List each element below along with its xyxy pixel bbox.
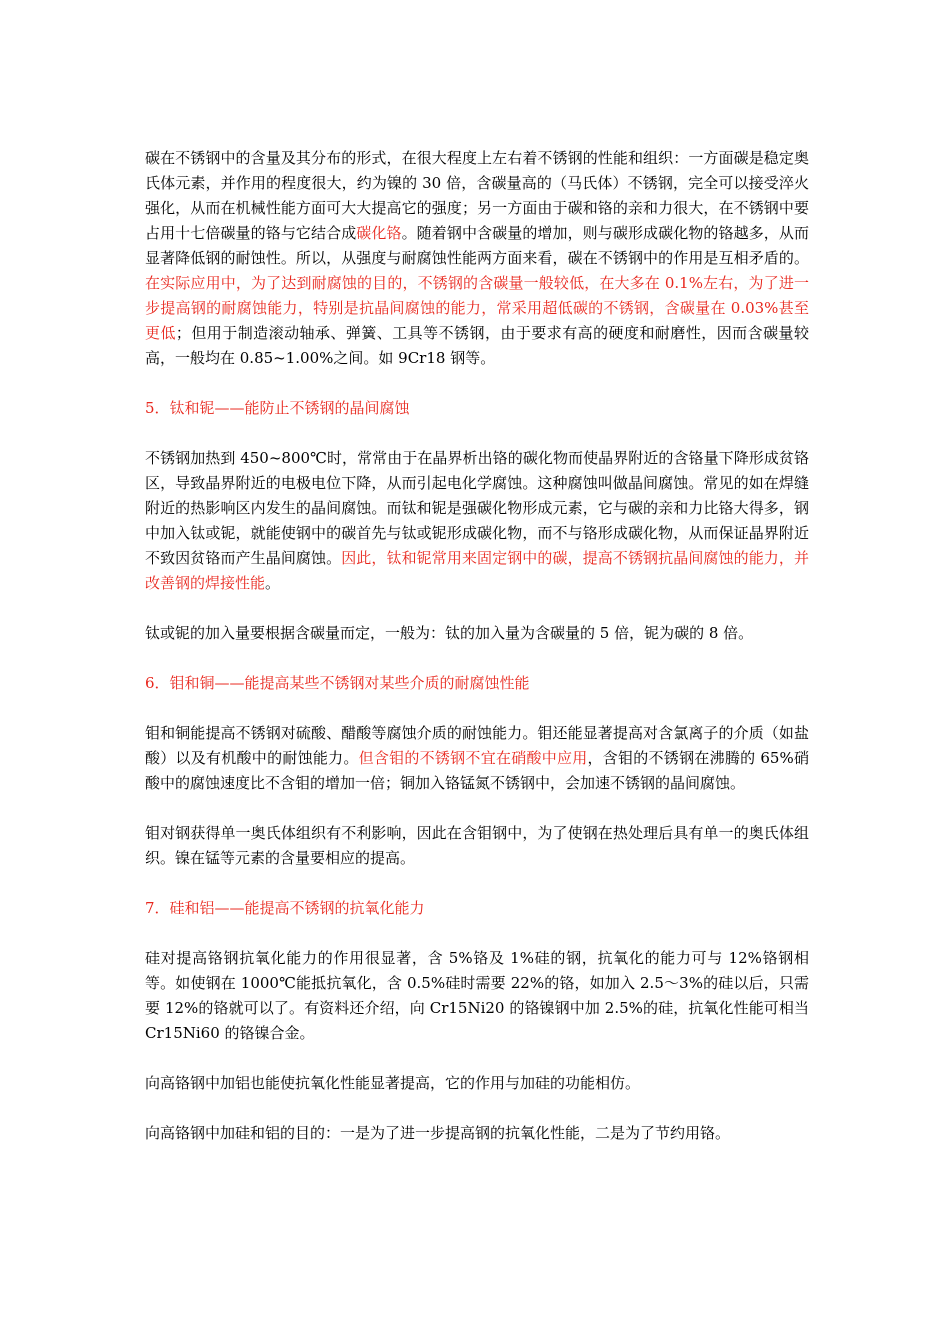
paragraph-text: ；但用于制造滚动轴承、弹簧、工具等不锈钢，由于要求有高的硬度和耐磨性，因而含碳量较高，一般均在 0.85~1.00%之间。如 9Cr18 钢等。 xyxy=(145,324,809,367)
paragraph-molybdenum-austenite: 钼对钢获得单一奥氏体组织有不利影响，因此在含钼钢中，为了使钢在热处理后具有单一的奥氏体组织。镍在锰等元素的含量要相应的提高。 xyxy=(145,824,809,867)
paragraph-titanium-niobium xyxy=(145,446,809,596)
paragraph-molybdenum-copper xyxy=(145,721,809,796)
paragraph-addition-amount: 钛或铌的加入量要根据含碳量而定，一般为：钛的加入量为含碳量的 5 倍，铌为碳的 8 倍。 xyxy=(145,624,754,642)
highlight-text: 但含钼的不锈钢不宜在硝酸中应用 xyxy=(358,749,588,767)
paragraph-text: ，含钼的不锈钢在沸腾的 65%硝酸中的腐蚀速度比不含钼的增加一倍；铜加入铬锰氮不锈钢中，会加速不锈钢的晶间腐蚀。 xyxy=(145,749,809,792)
paragraph-aluminum: 向高铬钢中加铝也能使抗氧化性能显著提高，它的作用与加硅的功能相仿。 xyxy=(145,1074,641,1092)
highlight-text: 在实际应用中，为了达到耐腐蚀的目的，不锈钢的含碳量一般较低，在大多在 0.1%左右，为了进一步提高钢的耐腐蚀能力，特别是抗晶间腐蚀的能力，常采用超低碳的不锈钢，含碳量在 0.03%甚至更低 xyxy=(145,274,809,342)
paragraph-text: 碳在不锈钢中的含量及其分布的形式，在很大程度上左右着不锈钢的性能和组织：一方面碳是稳定奥氏体元素，并作用的程度很大，约为镍的 30 倍，含碳量高的（马氏体）不锈钢，完全可以接受淬火强化，从而在机械性能方面可大大提高它的强度；另一方面由于碳和铬的亲和力很大，在不锈钢中要占用十七倍碳量的铬与它结合成 xyxy=(145,149,809,242)
paragraph-text: 不锈钢加热到 450~800℃时，常常由于在晶界析出铬的碳化物而使晶界附近的含铬量下降形成贫铬区，导致晶界附近的电极电位下降，从而引起电化学腐蚀。这种腐蚀叫做晶间腐蚀。常见的如在焊缝附近的热影响区内发生的晶间腐蚀。而钛和铌是强碳化物形成元素，它与碳的亲和力比铬大得多，钢中加入钛或铌，就能使钢中的碳首先与钛或铌形成碳化物，而不与铬形成碳化物，从而保证晶界附近不致因贫铬而产生晶间腐蚀。 xyxy=(145,449,809,567)
paragraph-text: 钼和铜能提高不锈钢对硫酸、醋酸等腐蚀介质的耐蚀能力。钼还能显著提高对含氯离子的介质（如盐酸）以及有机酸中的耐蚀能力。 xyxy=(145,724,809,767)
highlight-text: 碳化铬 xyxy=(356,224,402,242)
paragraph-text: 。随着钢中含碳量的增加，则与碳形成碳化物的铬越多，从而显著降低钢的耐蚀性。所以，从强度与耐腐蚀性能两方面来看，碳在不锈钢中的作用是互相矛盾的。 xyxy=(145,224,809,267)
paragraph-text: 。 xyxy=(265,574,281,592)
section-heading-7: 7．硅和铝——能提高不锈钢的抗氧化能力 xyxy=(145,899,425,917)
section-heading-5: 5．钛和铌——能防止不锈钢的晶间腐蚀 xyxy=(145,399,410,417)
section-heading-6: 6．钼和铜——能提高某些不锈钢对某些介质的耐腐蚀性能 xyxy=(145,674,530,692)
paragraph-silicon: 硅对提高铬钢抗氧化能力的作用很显著，含 5%铬及 1%硅的钢，抗氧化的能力可与 12%铬钢相等。如使钢在 1000℃能抵抗氧化，含 0.5%硅时需要 22%的铬，如加入 2.5～3%的硅以后，只需要 12%的铬就可以了。有资料还介绍，向 Cr15Ni20 的铬镍钢中加 2.5%的硅，抗氧化性能可相当 Cr15Ni60 的铬镍合金。 xyxy=(145,949,809,1042)
document-body xyxy=(145,146,809,1146)
highlight-text: 因此，钛和铌常用来固定钢中的碳，提高不锈钢抗晶间腐蚀的能力，并改善钢的焊接性能 xyxy=(145,549,809,592)
paragraph-carbon xyxy=(145,146,809,371)
paragraph-purpose: 向高铬钢中加硅和铝的目的：一是为了进一步提高钢的抗氧化性能，二是为了节约用铬。 xyxy=(145,1124,731,1142)
